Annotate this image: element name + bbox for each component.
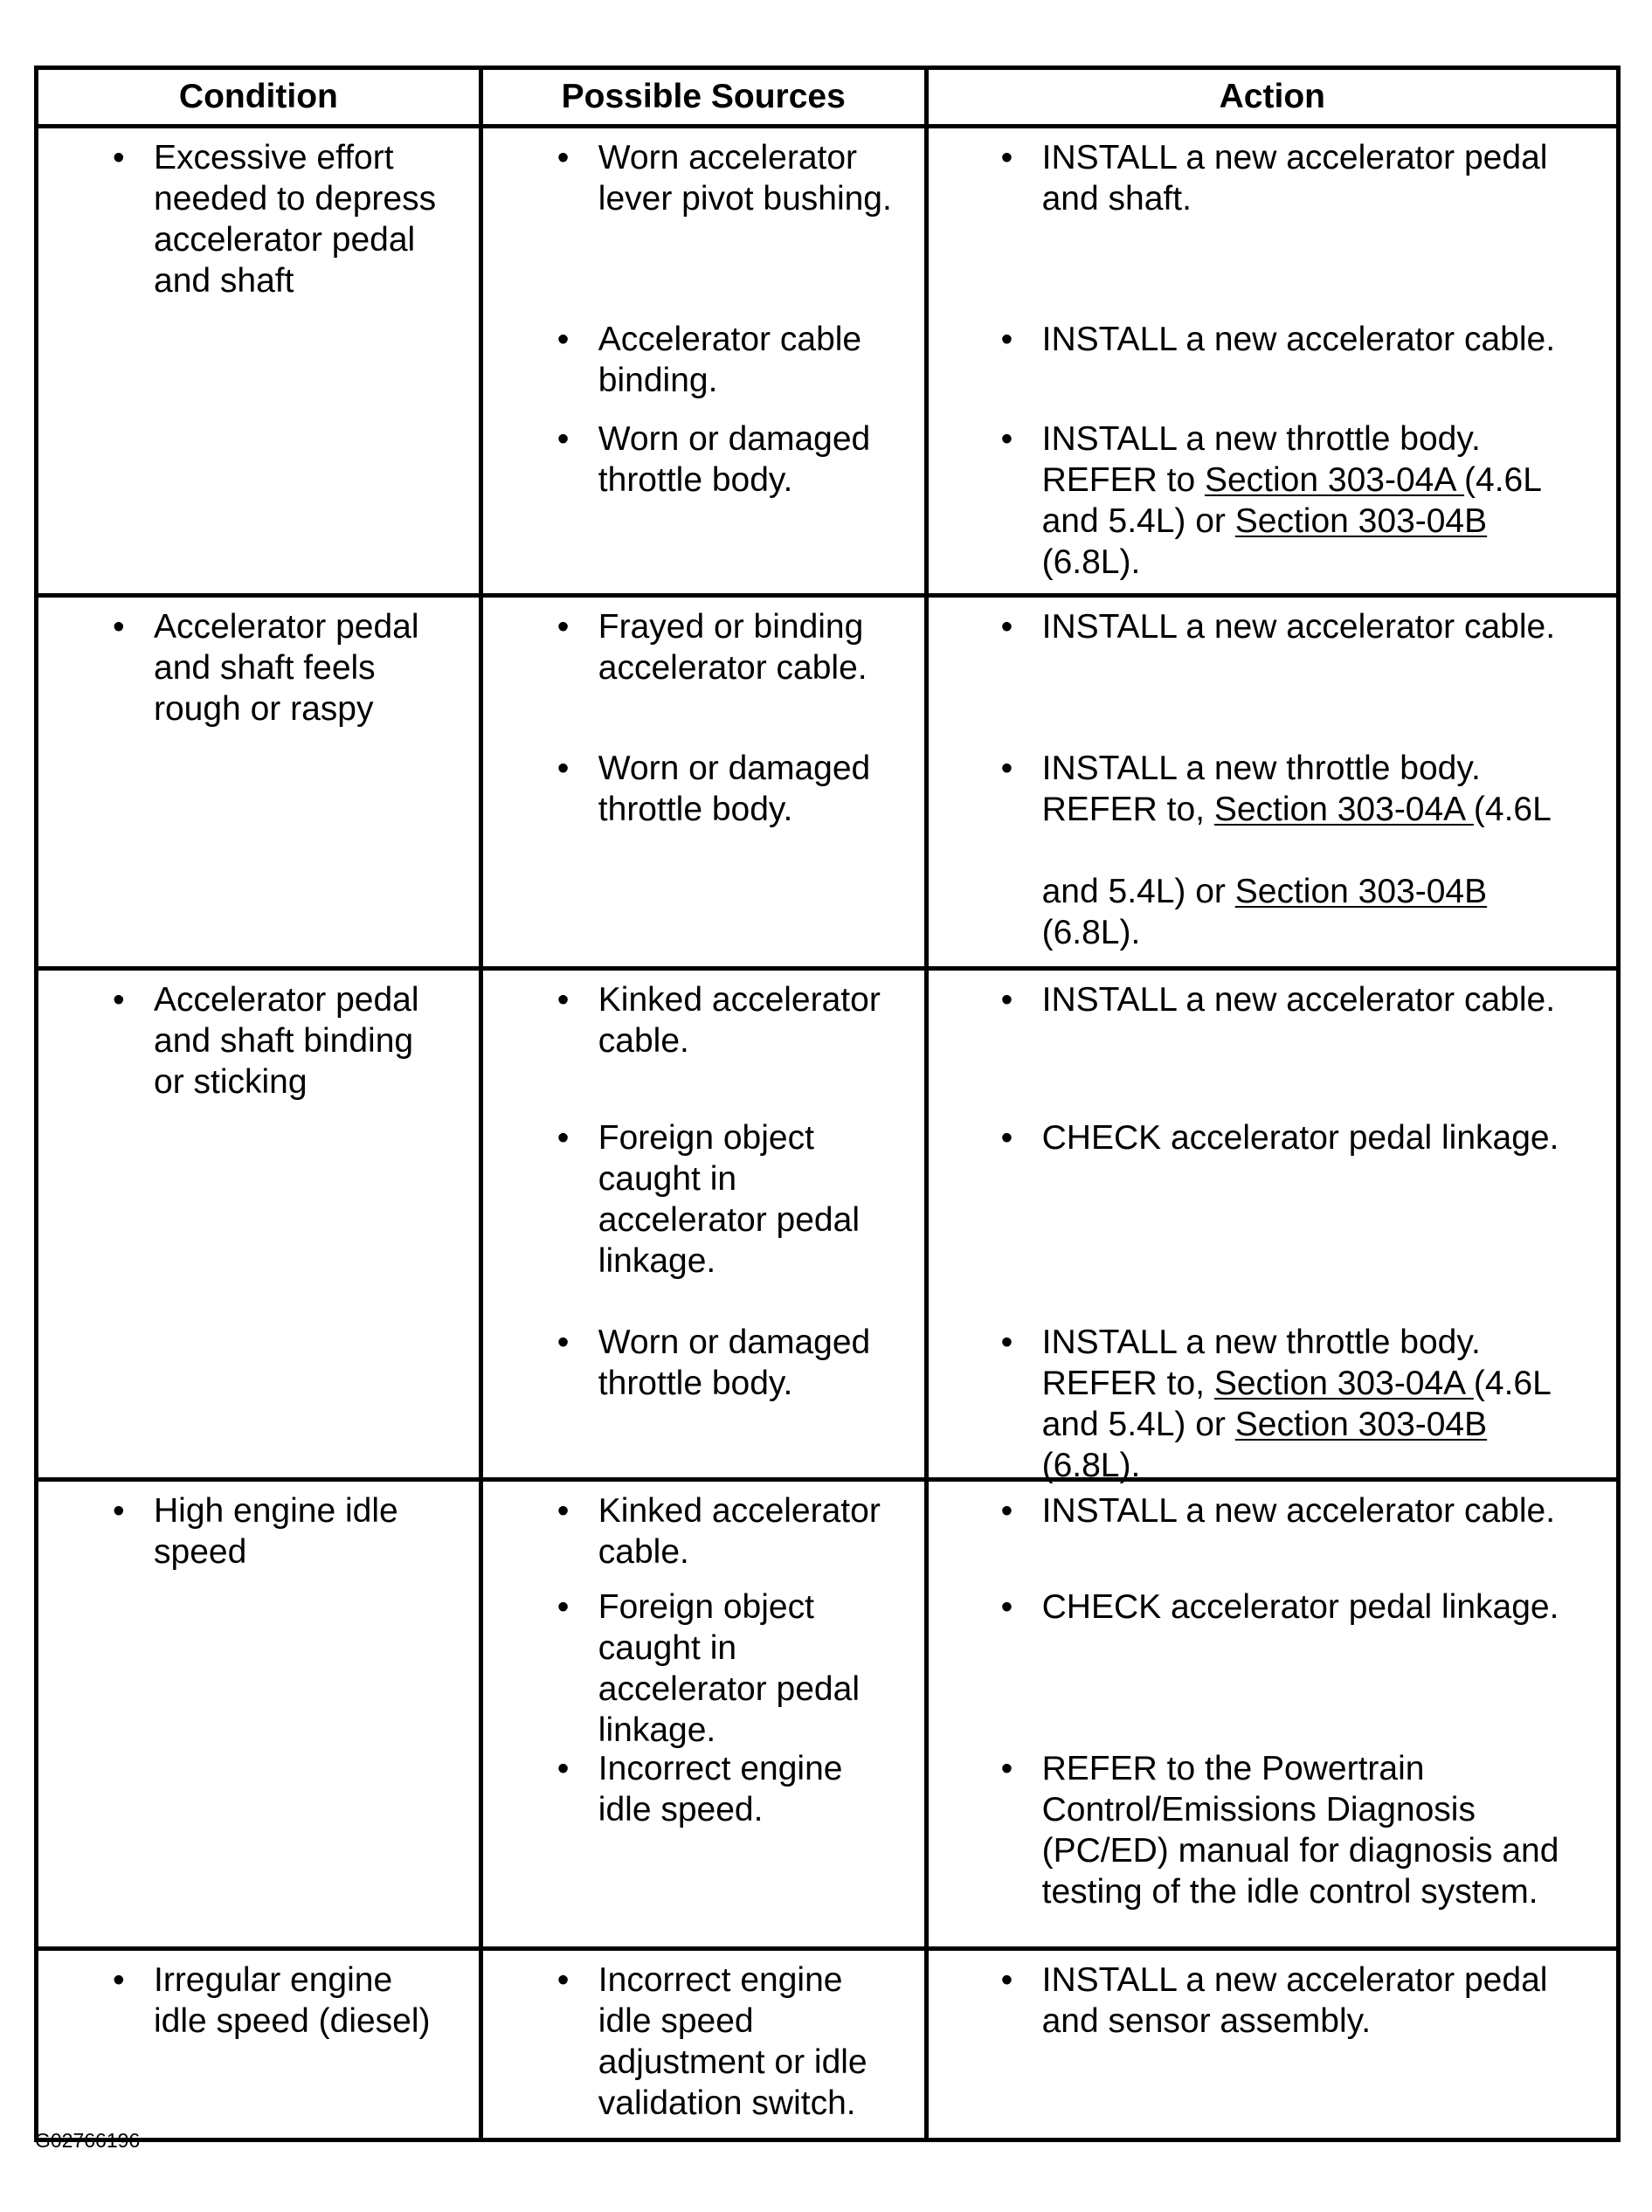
text-line: accelerator pedal [598,1201,860,1239]
text-line: linkage. [598,1242,716,1280]
action-cell [926,596,1618,969]
text-line: (6.8L). [1041,1447,1141,1484]
bullet-icon: • [1000,139,1013,176]
action-item [1001,1322,1552,1486]
bullet-icon: • [556,1961,570,1999]
condition-cell-content [38,1482,479,1946]
text-line: REFER to Section 303-04A (4.6L [1041,461,1542,499]
text-line: and shaft [154,262,294,300]
bullet-icon: • [113,981,125,1019]
table-row [37,127,1619,596]
bullet-icon: • [556,321,570,358]
action-cell [926,969,1618,1484]
text-line: speed [154,1533,247,1571]
condition-cell-content [38,598,479,966]
text-line: (6.8L). [1041,543,1141,581]
bullet-icon: • [1000,1961,1013,1999]
action-item [1001,319,1555,360]
text-line: accelerator pedal [154,221,416,259]
text-line: idle speed (diesel) [154,2002,431,2040]
header-action: Action [926,68,1618,127]
table-row [37,969,1619,1480]
bullet-icon: • [1000,1588,1013,1626]
possible-sources-cell [480,127,926,596]
text-line: Incorrect engine [598,1961,843,1999]
source-item [557,606,867,688]
sources-cell-content [483,1951,924,2138]
bullet-icon: • [1000,1119,1013,1157]
source-item [557,137,892,219]
action-item [1001,979,1555,1020]
bullet-icon: • [1000,1750,1013,1787]
condition-item [113,979,419,1103]
condition-cell-content [38,971,479,1477]
text-line: CHECK accelerator pedal linkage. [1041,1119,1559,1157]
text-line: Worn or damaged [598,750,871,787]
bullet-icon: • [1000,321,1013,358]
text-line: testing of the idle control system. [1041,1873,1538,1911]
action-cell [926,1480,1618,1949]
text-line: Foreign object [598,1588,814,1626]
action-item [1001,1748,1559,1912]
bullet-icon: • [113,1492,125,1530]
text-line: INSTALL a new accelerator pedal [1041,1961,1548,1999]
text-line: and shaft feels [154,649,376,687]
bullet-icon: • [556,420,570,458]
condition-item [113,1490,398,1573]
text-line: rough or raspy [154,690,374,728]
action-item [1001,418,1542,583]
condition-cell-content [38,1951,479,2138]
text-line: or sticking [154,1063,308,1101]
text-line: throttle body. [598,1365,793,1402]
section-reference-link[interactable]: Section 303-04A [1213,1365,1474,1402]
source-item [557,1748,843,1830]
text-line: (PC/ED) manual for diagnosis and [1041,1832,1559,1870]
condition-cell [37,969,481,1480]
text-line: Accelerator pedal [154,608,419,646]
source-item [557,979,881,1061]
source-item [557,319,861,401]
action-item [1001,1117,1559,1158]
condition-item [113,137,436,301]
condition-cell [37,596,481,969]
source-item [557,1960,867,2124]
bullet-icon: • [1000,1324,1013,1361]
bullet-icon: • [556,1492,570,1530]
section-reference-link[interactable]: Section 303-04A [1213,791,1474,828]
bullet-icon: • [556,981,570,1019]
section-reference-link[interactable]: Section 303-04B [1234,873,1488,910]
text-line [1001,830,1552,871]
bullet-icon: • [556,750,570,787]
text-line: Excessive effort [154,139,394,176]
bullet-icon: • [1000,981,1013,1019]
text-line: accelerator cable. [598,649,867,687]
condition-cell [37,127,481,596]
bullet-icon: • [556,1750,570,1787]
text-line: throttle body. [598,791,793,828]
text-line: Worn accelerator [598,139,858,176]
text-line: caught in [598,1629,737,1667]
text-line: Accelerator cable [598,321,862,358]
text-line: REFER to, Section 303-04A (4.6L [1041,1365,1552,1402]
text-line: and shaft. [1041,180,1192,218]
sources-cell-content [483,1482,924,1946]
text-line: Frayed or binding [598,608,864,646]
text-line: idle speed [598,2002,754,2040]
text-line: and shaft binding [154,1022,414,1060]
bullet-icon: • [1000,1492,1013,1530]
text-line: INSTALL a new accelerator cable. [1041,1492,1556,1530]
bullet-icon: • [556,1324,570,1361]
text-line: REFER to the Powertrain [1041,1750,1425,1787]
action-cell-content [929,1951,1616,2138]
source-item [557,1490,881,1573]
source-item [557,1586,860,1751]
action-item [1001,137,1548,219]
text-line: INSTALL a new accelerator cable. [1041,321,1556,358]
header-row [37,68,1619,127]
action-item [1001,606,1555,647]
action-cell-content [929,971,1616,1484]
text-line: lever pivot bushing. [598,180,892,218]
text-line: cable. [598,1022,689,1060]
sources-cell-content [483,971,924,1477]
text-line: adjustment or idle [598,2043,867,2081]
action-cell-content [929,598,1616,966]
condition-item [113,1960,431,2042]
bullet-icon: • [556,1119,570,1157]
text-line: accelerator pedal [598,1670,860,1708]
text-line: High engine idle [154,1492,398,1530]
bullet-icon: • [113,1961,125,1999]
condition-item [113,606,419,729]
action-cell-content [929,128,1616,593]
text-line: Control/Emissions Diagnosis [1041,1791,1476,1828]
condition-cell [37,1949,481,2140]
text-line: INSTALL a new accelerator cable. [1041,981,1556,1019]
bullet-icon: • [1000,608,1013,646]
header-condition: Condition [37,68,481,127]
text-line: and 5.4L) or Section 303-04B [1041,502,1488,540]
text-line: and sensor assembly. [1041,2002,1372,2040]
source-item [557,748,870,830]
text-line: REFER to, Section 303-04A (4.6L [1041,791,1552,828]
text-line: Foreign object [598,1119,814,1157]
table-row [37,596,1619,969]
text-line: needed to depress [154,180,437,218]
text-line: Worn or damaged [598,1324,871,1361]
action-cell-content [929,1482,1616,1946]
bullet-icon: • [1000,750,1013,787]
table-row [37,1480,1619,1949]
troubleshooting-table [34,66,1621,2142]
bullet-icon: • [113,608,125,646]
condition-cell-content [38,128,479,593]
text-line: INSTALL a new throttle body. [1041,420,1481,458]
section-reference-link[interactable]: Section 303-04B [1234,1406,1488,1443]
text-line: Accelerator pedal [154,981,419,1019]
table-row [37,1949,1619,2140]
action-item [1001,1960,1548,2042]
sources-cell-content [483,598,924,966]
text-line: Incorrect engine [598,1750,843,1787]
header-possible-sources: Possible Sources [480,68,926,127]
text-line: binding. [598,362,718,399]
text-line: Worn or damaged [598,420,871,458]
text-line: INSTALL a new accelerator cable. [1041,608,1556,646]
text-line: validation switch. [598,2084,856,2122]
bullet-icon: • [556,139,570,176]
text-line: and 5.4L) or Section 303-04B [1041,873,1488,910]
section-reference-link[interactable]: Section 303-04A [1204,461,1465,499]
text-line: (6.8L). [1041,914,1141,951]
source-item [557,418,870,501]
bullet-icon: • [556,608,570,646]
text-line: and 5.4L) or Section 303-04B [1041,1406,1488,1443]
bullet-icon: • [1000,420,1013,458]
text-line: CHECK accelerator pedal linkage. [1041,1588,1559,1626]
text-line: linkage. [598,1711,716,1749]
text-line: throttle body. [598,461,793,499]
text-line: Kinked accelerator [598,1492,881,1530]
bullet-icon: • [556,1588,570,1626]
text-line: INSTALL a new throttle body. [1041,750,1481,787]
text-line: INSTALL a new accelerator pedal [1041,139,1548,176]
bullet-icon: • [113,139,125,176]
action-item [1001,748,1552,953]
possible-sources-cell [480,969,926,1480]
condition-cell [37,1480,481,1949]
figure-code: G02766196 [35,2129,141,2152]
action-cell [926,127,1618,596]
text-line: idle speed. [598,1791,764,1828]
text-line: INSTALL a new throttle body. [1041,1324,1481,1361]
section-reference-link[interactable]: Section 303-04B [1234,502,1488,540]
text-line: Irregular engine [154,1961,393,1999]
action-item [1001,1490,1555,1531]
source-item [557,1322,870,1404]
source-item [557,1117,860,1282]
possible-sources-cell [480,596,926,969]
sources-cell-content [483,128,924,593]
text-line: cable. [598,1533,689,1571]
possible-sources-cell [480,1949,926,2140]
possible-sources-cell [480,1480,926,1949]
action-item [1001,1586,1559,1628]
text-line: Kinked accelerator [598,981,881,1019]
text-line: caught in [598,1160,737,1198]
action-cell [926,1949,1618,2140]
